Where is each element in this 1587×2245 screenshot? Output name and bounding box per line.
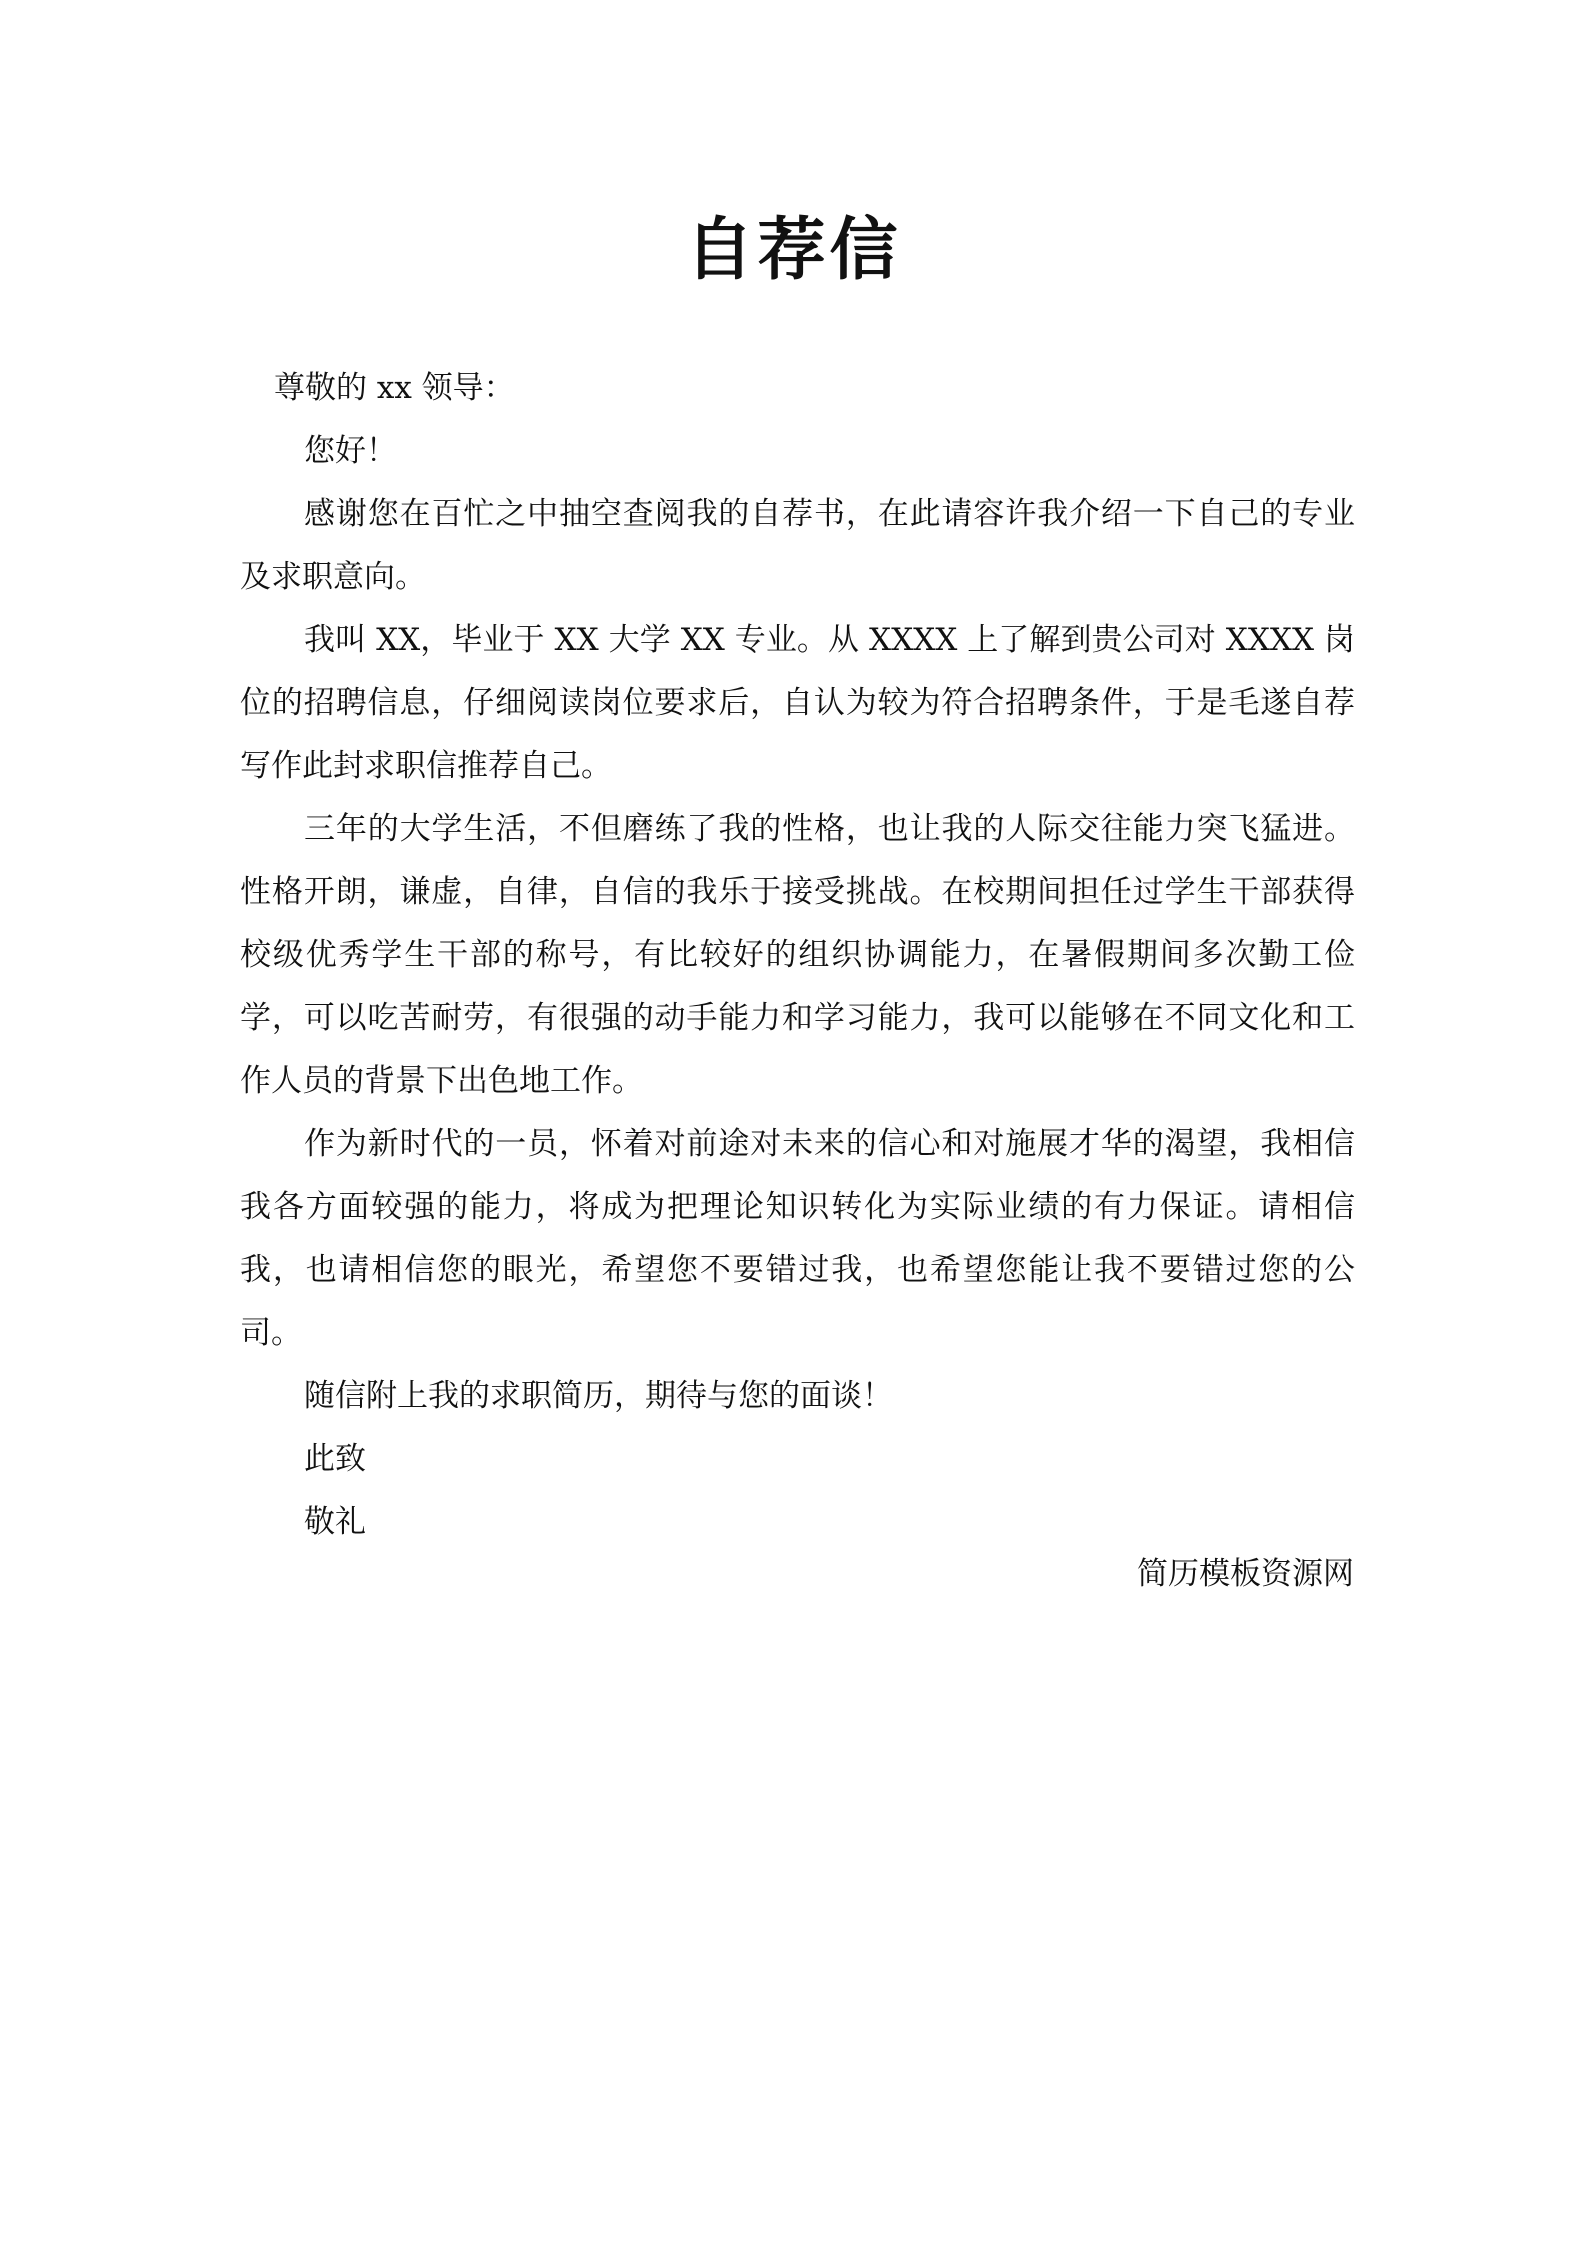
paragraph-intro: 感谢您在百忙之中抽空查阅我的自荐书，在此请容许我介绍一下自己的专业及求职意向。 — [240, 496, 1355, 595]
letter-body — [240, 357, 1355, 1554]
paragraph-attachment: 随信附上我的求职简历，期待与您的面谈！ — [304, 1378, 893, 1414]
signature: 简历模板资源网 — [1137, 1556, 1354, 1592]
closing-line-1: 此致 — [304, 1441, 366, 1477]
paragraph-background: 我叫 XX，毕业于 XX 大学 XX 专业。从 XXXX 上了解到贵公司对 XXXX 岗位的招聘信息，仔细阅读岗位要求后，自认为较为符合招聘条件，于是毛遂自荐写作此封求职信推荐自己。 — [240, 622, 1355, 784]
page-title: 自荐信 — [685, 210, 902, 290]
salutation: 尊敬的 xx 领导： — [274, 370, 515, 406]
closing-line-2: 敬礼 — [304, 1504, 366, 1540]
paragraph-experience: 三年的大学生活，不但磨练了我的性格，也让我的人际交往能力突飞猛进。性格开朗，谦虚，自律，自信的我乐于接受挑战。在校期间担任过学生干部获得校级优秀学生干部的称号，有比较好的组织协调能力，在暑假期间多次勤工俭学，可以吃苦耐劳，有很强的动手能力和学习能力，我可以能够在不同文化和工作人员的背景下出色地工作。 — [240, 811, 1355, 1099]
greeting: 您好！ — [304, 433, 397, 469]
paragraph-confidence: 作为新时代的一员，怀着对前途对未来的信心和对施展才华的渴望，我相信我各方面较强的能力，将成为把理论知识转化为实际业绩的有力保证。请相信我，也请相信您的眼光，希望您不要错过我，也希望您能让我不要错过您的公司。 — [240, 1126, 1355, 1351]
